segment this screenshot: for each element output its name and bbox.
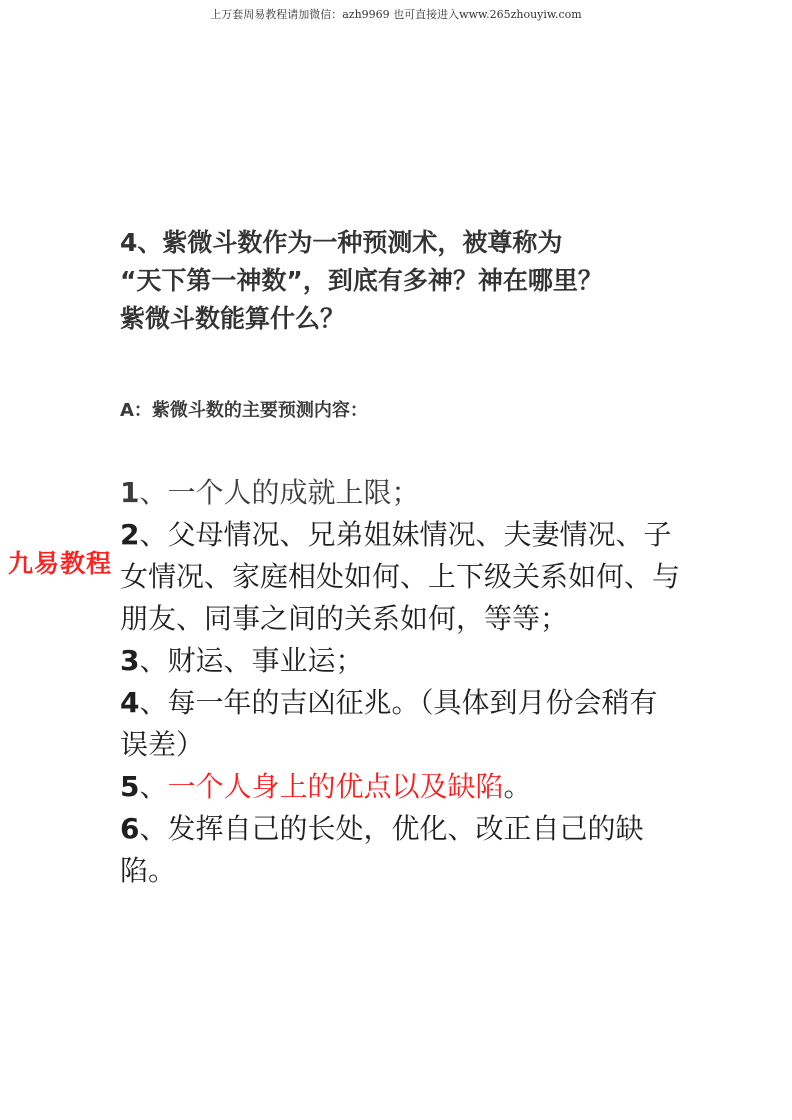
list-item [120,640,680,682]
prediction-list [120,472,680,892]
item-text: 发挥自己的长处，优化、改正自己的缺陷。 [120,812,644,887]
question-block [120,224,680,338]
list-item [120,808,680,892]
watermark-stamp: 九易教程 [8,549,113,578]
section-heading: A：紫微斗数的主要预测内容： [120,400,368,421]
item-separator: 、 [139,518,168,551]
item-separator: 、 [139,686,168,719]
item-separator: 、 [139,476,168,509]
header-contact-line: 上万套周易教程请加微信：azh9969 也可直接进入www.265zhouyiw.com [210,8,582,21]
item-number: 3 [120,644,140,677]
list-item [120,472,680,514]
item-number: 1 [120,476,140,509]
item-highlight-text: 一个人身上的优点以及缺陷 [167,770,504,803]
question-line: 4、紫微斗数作为一种预测术，被尊称为 [120,228,563,257]
item-number: 2 [120,518,140,551]
item-number: 5 [120,770,140,803]
item-text: 父母情况、兄弟姐妹情况、夫妻情况、子女情况、家庭相处如何、上下级关系如何、与朋友、同事之间的关系如何，等等； [120,518,681,635]
question-line: “天下第一神数”，到底有多神？神在哪里？ [120,266,603,295]
item-separator: 、 [139,644,168,677]
item-text: 一个人的成就上限； [167,476,420,509]
question-line: 紫微斗数能算什么？ [120,304,346,333]
list-item [120,514,680,640]
item-text: 每一年的吉凶征兆。（具体到月份会稍有误差） [120,686,658,761]
item-number: 4 [120,686,140,719]
list-item [120,682,680,766]
list-item [120,766,680,808]
document-body [120,224,681,887]
item-number: 6 [120,812,140,845]
item-text: 。 [503,770,532,803]
item-separator: 、 [139,812,168,845]
item-text: 财运、事业运； [167,644,364,677]
item-separator: 、 [139,770,168,803]
